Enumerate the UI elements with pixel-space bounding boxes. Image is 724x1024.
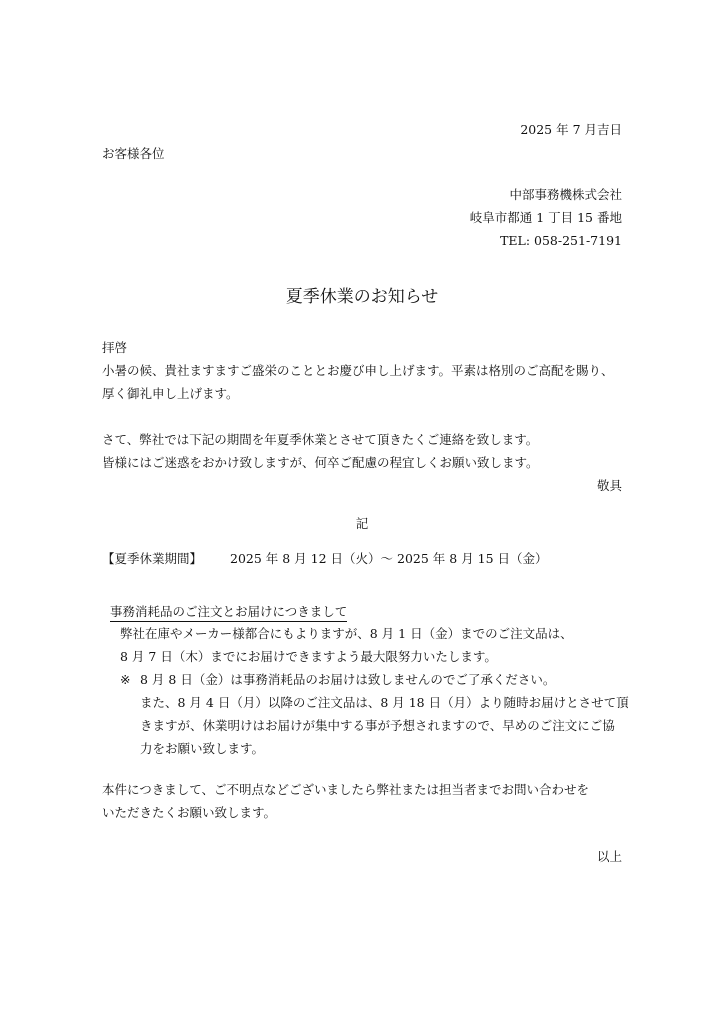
recipient: お客様各位: [102, 146, 165, 161]
greeting-opening: 拝啓: [102, 340, 128, 355]
supplies-line: 8 月 7 日（木）までにお届けできますよう最大限努力いたします。: [120, 649, 497, 664]
date: 2025 年 7 月吉日: [520, 122, 622, 137]
body-line: さて、弊社では下記の期間を年夏季休業とさせて頂きたくご連絡を致します。: [102, 432, 539, 447]
company-address: 岐阜市都通 1 丁目 15 番地: [469, 210, 622, 225]
note-first-line: 8 月 8 日（金）は事務消耗品のお届けは致しませんのでご了承ください。: [140, 672, 556, 687]
supplies-line: 弊社在庫やメーカー様都合にもよりますが、8 月 1 日（金）までのご注文品は、: [120, 626, 573, 641]
greeting-line: 厚く御礼申し上げます。: [102, 386, 239, 401]
company-name: 中部事務機株式会社: [509, 187, 622, 202]
period-value: 2025 年 8 月 12 日（火）～ 2025 年 8 月 15 日（金）: [230, 551, 548, 566]
body-line: 皆様にはご迷惑をおかけ致しますが、何卒ご配慮の程宜しくお願い致します。: [102, 455, 539, 470]
closing-keigu: 敬具: [596, 478, 622, 493]
note-line: きますが、休業明けはお届けが集中する事が予想されますので、早めのご注文にご協: [140, 718, 615, 733]
note-line: 力をお願い致します。: [140, 741, 265, 756]
period-label: 【夏季休業期間】: [102, 551, 203, 566]
closing-ijo: 以上: [596, 849, 622, 864]
note-mark: ※: [120, 672, 131, 687]
ki-heading: 記: [355, 516, 369, 531]
note-line: また、8 月 4 日（月）以降のご注文品は、8 月 18 日（月）より随時お届けとさせて頂: [140, 695, 629, 710]
page-title: 夏季休業のお知らせ: [285, 287, 439, 307]
company-tel: TEL: 058-251-7191: [500, 233, 622, 248]
supplies-heading: 事務消耗品のご注文とお届けにつきまして: [110, 606, 347, 622]
greeting-line: 小暑の候、貴社ますますご盛栄のこととお慶び申し上げます。平素は格別のご高配を賜り、: [102, 363, 614, 378]
footer-line: 本件につきまして、ご不明点などございましたら弊社または担当者までお問い合わせを: [102, 782, 590, 797]
footer-line: いただきたくお願い致します。: [102, 805, 277, 820]
